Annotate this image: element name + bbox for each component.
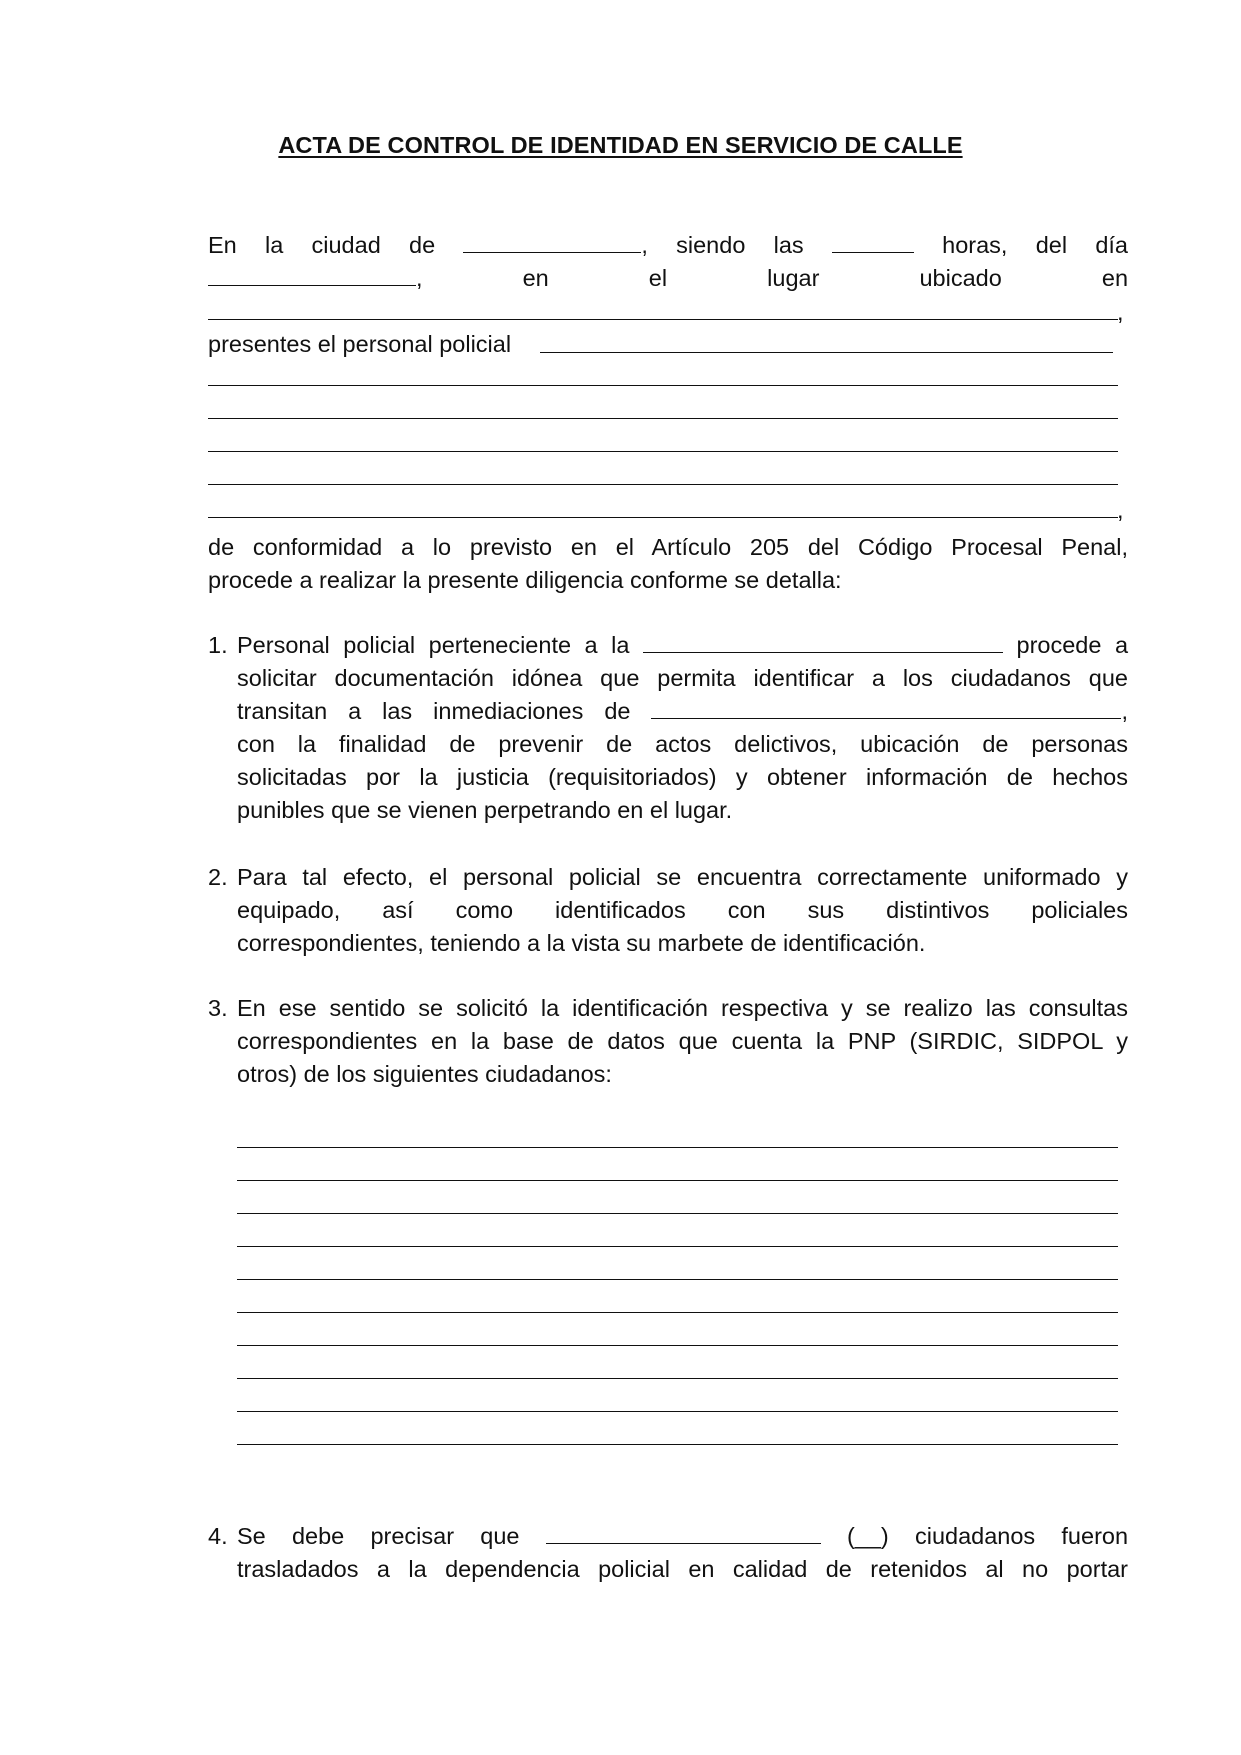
item-3-number: 3.	[208, 995, 228, 1021]
presentes-line	[208, 328, 1128, 360]
intro-word: día	[1095, 232, 1128, 258]
intro-line-1	[208, 229, 1128, 261]
item-1-line-5: solicitadas por la justicia (requisitoriados) y obtener información de hechos	[237, 764, 1128, 790]
intro-word: en	[522, 265, 549, 291]
intro-word: horas,	[942, 232, 1008, 258]
location-blank[interactable]	[208, 319, 1118, 320]
intro-word: ,	[641, 232, 648, 258]
citizen-blank-line[interactable]	[237, 1213, 1118, 1214]
citizen-blank-line[interactable]	[237, 1279, 1118, 1280]
citizen-blank-line[interactable]	[237, 1378, 1118, 1379]
personnel-blank[interactable]	[540, 352, 1113, 353]
intro-word: ubicado	[919, 265, 1002, 291]
intro-word: de	[409, 232, 436, 258]
count-words-blank[interactable]	[546, 1521, 821, 1544]
personnel-blank-line[interactable]	[208, 385, 1118, 386]
item-2-line-2: equipado, así como identificados con sus distintivos policiales	[237, 897, 1128, 923]
item-4-line-2: trasladados a la dependencia policial en calidad de retenidos al no portar	[237, 1556, 1128, 1582]
item-1-line-3	[237, 695, 1128, 727]
item-1-comma: ,	[1121, 698, 1129, 724]
citizen-blank-line[interactable]	[237, 1345, 1118, 1346]
item-4-text: Se debe precisar que	[237, 1523, 520, 1549]
citizen-blank-line[interactable]	[237, 1246, 1118, 1247]
intro-word: en	[1101, 265, 1129, 291]
unit-blank[interactable]	[643, 630, 1003, 653]
item-1-line-2: solicitar documentación idónea que permita identificar a los ciudadanos que	[237, 665, 1128, 691]
item-1-line-1	[237, 629, 1128, 661]
item-3-line-1: En ese sentido se solicitó la identificación respectiva y se realizo las consultas	[237, 995, 1128, 1021]
intro-word: la	[264, 232, 284, 258]
item-4-line-1	[237, 1520, 1128, 1552]
vicinity-blank[interactable]	[651, 696, 1121, 719]
citizen-blank-line[interactable]	[237, 1180, 1118, 1181]
hour-blank[interactable]	[832, 230, 914, 253]
intro-word: el	[648, 265, 668, 291]
item-2-line-1: Para tal efecto, el personal policial se encuentra correctamente uniformado y	[237, 864, 1128, 890]
count-number-blank[interactable]: (__)	[846, 1523, 889, 1549]
document-title: ACTA DE CONTROL DE IDENTIDAD EN SERVICIO DE CALLE	[278, 132, 963, 158]
personnel-blank-line[interactable]	[208, 517, 1118, 518]
item-2-number: 2.	[208, 864, 228, 890]
citizen-blank-line[interactable]	[237, 1312, 1118, 1313]
conformidad-line-2: procede a realizar la presente diligencia conforme se detalla:	[208, 567, 842, 593]
item-1-text: Personal policial perteneciente a la	[237, 632, 630, 658]
citizen-blank-line[interactable]	[237, 1147, 1118, 1148]
personnel-comma: ,	[1117, 497, 1124, 523]
intro-word: ,	[416, 265, 423, 291]
item-1-text: transitan a las inmediaciones de	[237, 698, 631, 724]
intro-word: las	[773, 232, 804, 258]
conformidad-line-1: de conformidad a lo previsto en el Artículo 205 del Código Procesal Penal,	[208, 534, 1128, 560]
item-3-line-3: otros) de los siguientes ciudadanos:	[237, 1061, 612, 1087]
presentes-label: presentes el personal policial	[208, 331, 512, 357]
intro-word: del	[1035, 232, 1068, 258]
item-3-line-2: correspondientes en la base de datos que cuenta la PNP (SIRDIC, SIDPOL y	[237, 1028, 1128, 1054]
item-4-number: 4.	[208, 1523, 228, 1549]
personnel-blank-line[interactable]	[208, 418, 1118, 419]
intro-word: lugar	[767, 265, 820, 291]
item-1-text: procede a	[1016, 632, 1129, 658]
intro-word: siendo	[676, 232, 746, 258]
citizen-blank-line[interactable]	[237, 1411, 1118, 1412]
item-2-line-3: correspondientes, teniendo a la vista su marbete de identificación.	[237, 930, 926, 956]
location-comma: ,	[1117, 299, 1124, 325]
intro-word: En	[208, 232, 237, 258]
item-4-text: ciudadanos fueron	[914, 1523, 1129, 1549]
intro-line-2	[208, 262, 1128, 294]
personnel-blank-line[interactable]	[208, 451, 1118, 452]
intro-word: ciudad	[311, 232, 381, 258]
item-1-line-4: con la finalidad de prevenir de actos delictivos, ubicación de personas	[237, 731, 1128, 757]
personnel-blank-line[interactable]	[208, 484, 1118, 485]
city-blank[interactable]	[463, 230, 641, 253]
item-1-number: 1.	[208, 632, 228, 658]
citizen-blank-line[interactable]	[237, 1444, 1118, 1445]
day-blank[interactable]	[208, 263, 416, 286]
item-1-line-6: punibles que se vienen perpetrando en el lugar.	[237, 797, 733, 823]
